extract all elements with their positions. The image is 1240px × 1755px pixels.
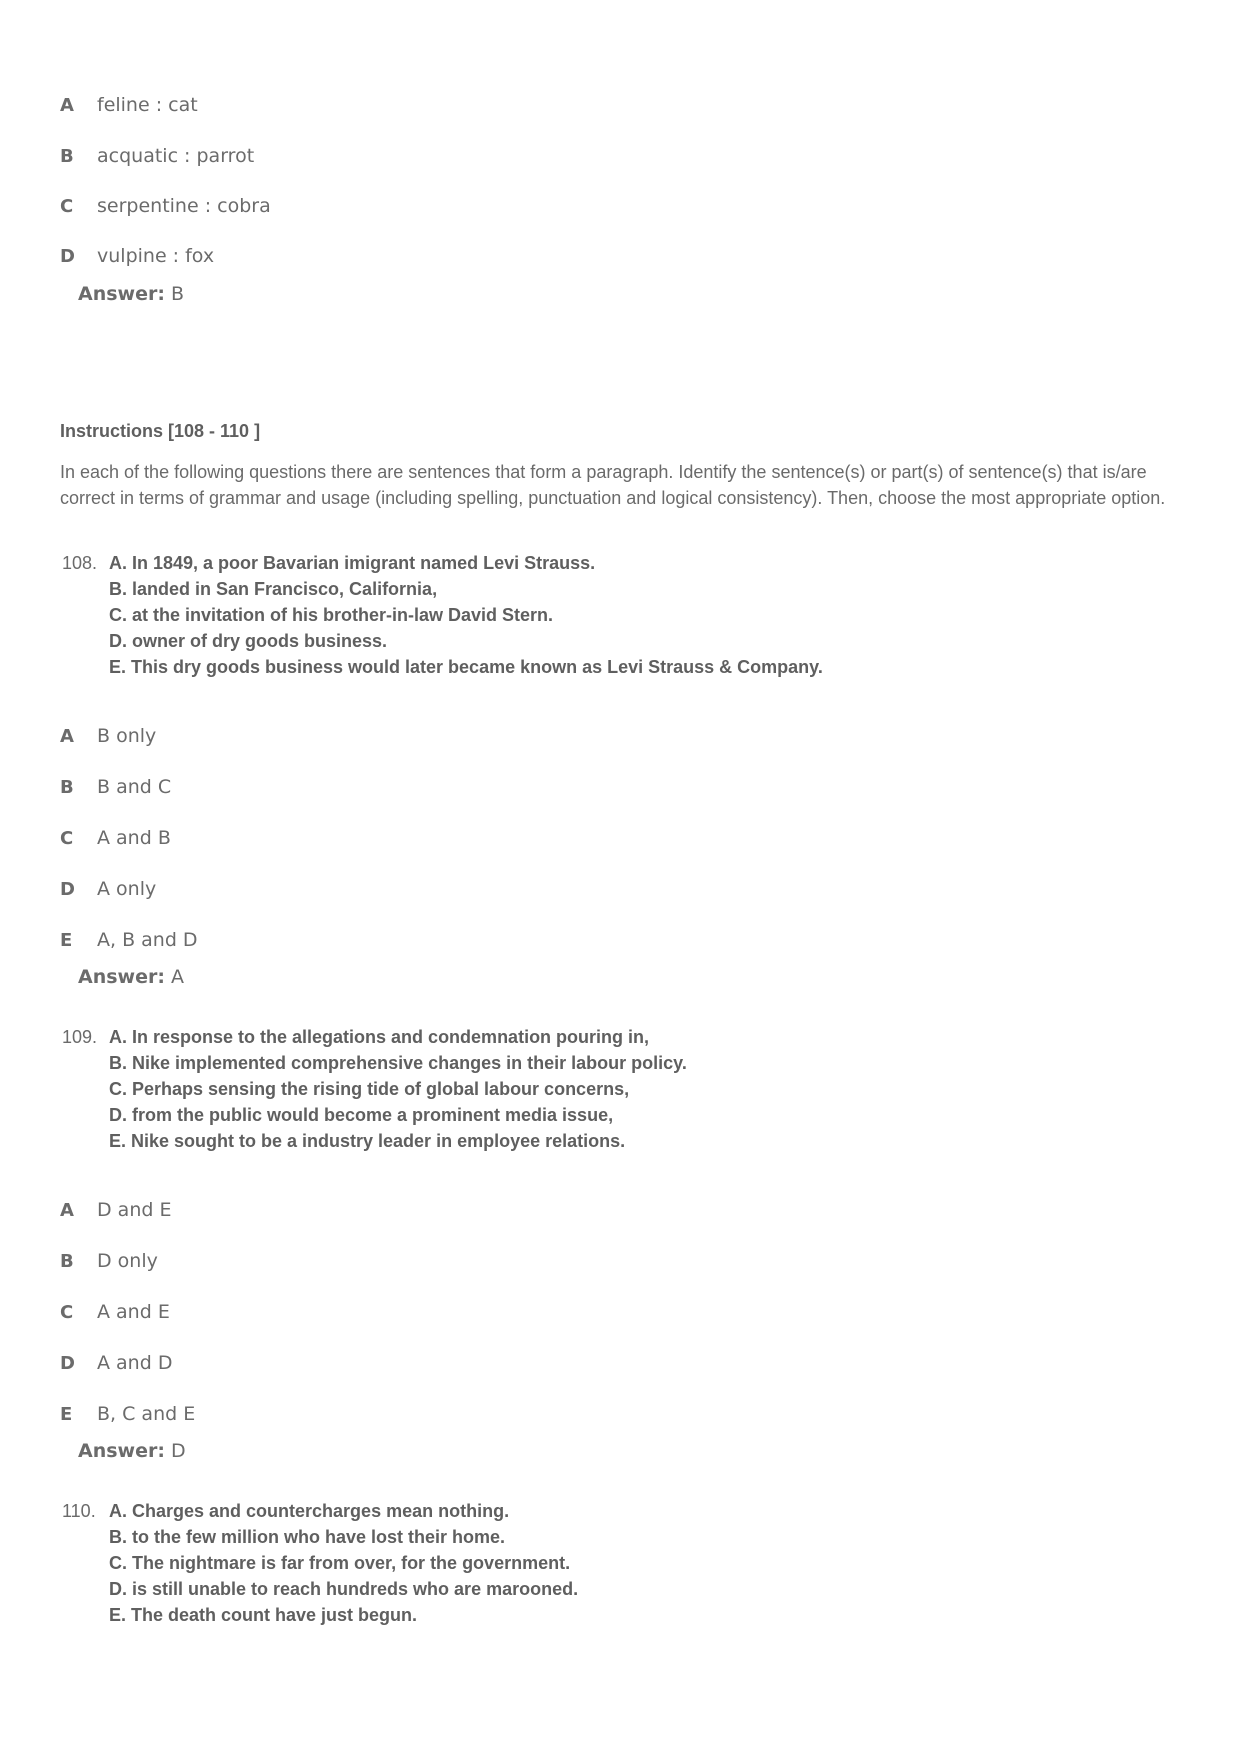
q109-option-b[interactable] [60,1246,158,1276]
sentence-d: D. from the public would become a prominent media issue, [109,1105,614,1125]
sentence-e: E. The death count have just begun. [109,1605,418,1625]
option-text: A and D [97,1352,173,1374]
option-text: A, B and D [97,929,198,951]
sentence-b: B. to the few million who have lost their home. [109,1527,506,1547]
option-text: A only [97,878,157,900]
option-text: acquatic : parrot [97,145,255,167]
sentence-a: A. Charges and countercharges mean nothing. [109,1501,510,1521]
option-text: D only [97,1250,158,1272]
option-text: B only [97,725,157,747]
question-number: 109. [62,1027,98,1047]
sentence-b: B. Nike implemented comprehensive changes in their labour policy. [109,1053,687,1073]
option-text: B, C and E [97,1403,196,1425]
option-letter: D [60,245,75,267]
option-text: serpentine : cobra [97,195,271,217]
instructions-text: In each of the following questions there are sentences that form a paragraph. Identify the sentence(s) or part(s) of sentence(s) that is/are correct in terms of grammar and usage (including spelling, punctuation and logical consistency). Then, choose the most appropriate option. [60,462,1166,508]
q109-answer [78,1440,186,1462]
option-text: B and C [97,776,172,798]
answer-value: D [171,1440,186,1462]
q108-option-c[interactable] [60,823,171,853]
sentence-c: C. Perhaps sensing the rising tide of global labour concerns, [109,1079,630,1099]
q108-option-b[interactable] [60,772,171,802]
q109-option-c[interactable] [60,1297,170,1327]
option-letter: B [60,776,74,798]
option-letter: B [60,1250,74,1272]
q108-answer [78,966,184,988]
question-number: 110. [62,1501,96,1521]
sentence-c: C. The nightmare is far from over, for the government. [109,1553,571,1573]
q109-option-d[interactable] [60,1348,172,1378]
q108-option-d[interactable] [60,874,156,904]
question-sentences [109,1024,687,1154]
option-letter: A [60,1199,74,1221]
sentence-d: D. is still unable to reach hundreds who are marooned. [109,1579,579,1599]
sentence-c: C. at the invitation of his brother-in-law David Stern. [109,605,554,625]
sentence-d: D. owner of dry goods business. [109,631,388,651]
sentence-a: A. In 1849, a poor Bavarian imigrant named Levi Strauss. [109,553,596,573]
question-number: 108. [62,553,98,573]
answer-label: Answer: [78,1440,165,1462]
option-text: feline : cat [97,94,198,116]
option-letter: C [60,195,74,217]
option-text: D and E [97,1199,172,1221]
q107-option-d[interactable] [60,241,214,271]
sentence-b: B. landed in San Francisco, California, [109,579,438,599]
answer-label: Answer: [78,966,165,988]
question-sentences [109,1498,578,1628]
option-letter: B [60,145,74,167]
answer-value: B [171,283,185,305]
option-letter: A [60,725,74,747]
option-text: A and E [97,1301,170,1323]
sentence-a: A. In response to the allegations and condemnation pouring in, [109,1027,650,1047]
q108-option-a[interactable] [60,721,156,751]
option-letter: A [60,94,74,116]
sentence-e: E. Nike sought to be a industry leader in employee relations. [109,1131,626,1151]
q108-option-e[interactable] [60,925,198,955]
q107-option-c[interactable] [60,191,271,221]
q107-answer [78,283,184,305]
instructions-title: Instructions [108 - 110 ] [60,421,261,441]
answer-value: A [171,966,184,988]
question-sentences [109,550,823,680]
option-letter: C [60,1301,74,1323]
q109-option-a[interactable] [60,1195,171,1225]
answer-label: Answer: [78,283,165,305]
option-letter: E [60,929,73,951]
option-letter: D [60,1352,75,1374]
option-letter: C [60,827,74,849]
q107-option-b[interactable] [60,141,254,171]
sentence-e: E. This dry goods business would later became known as Levi Strauss & Company. [109,657,823,677]
option-text: A and B [97,827,171,849]
option-letter: E [60,1403,73,1425]
q109-option-e[interactable] [60,1399,195,1429]
option-text: vulpine : fox [97,245,215,267]
option-letter: D [60,878,75,900]
q107-option-a[interactable] [60,90,198,120]
